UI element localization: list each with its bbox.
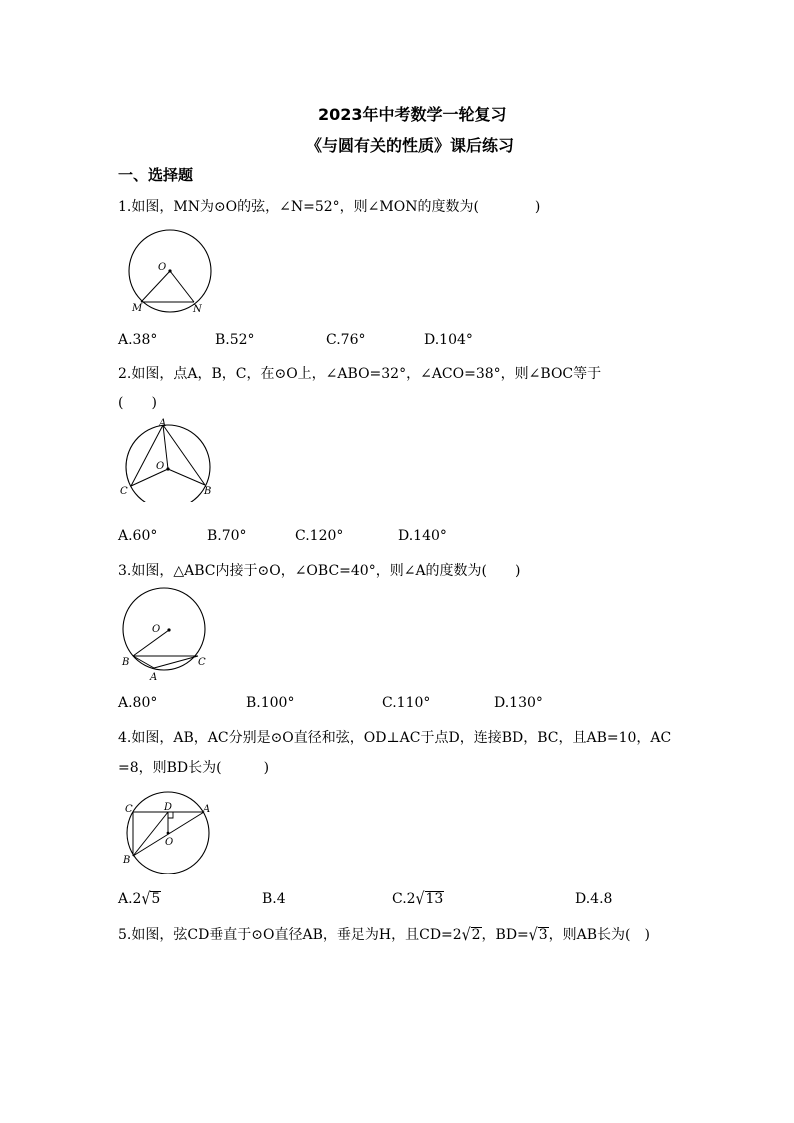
label-a: A <box>159 418 167 429</box>
question-4-text: 4.如图，AB，AC分别是⊙O直径和弦，OD⊥AC于点D，连接BD，BC，且AB=10，AC <box>118 730 672 746</box>
label-c: C <box>120 486 128 497</box>
q3-option-a: A.80° <box>118 695 158 711</box>
section-heading: 一、选择题 <box>118 166 194 184</box>
page-title: 2023年中考数学一轮复习 <box>318 105 507 124</box>
q5-text-part3: ，则AB长为( ) <box>548 927 650 943</box>
label-o: O <box>165 837 174 848</box>
label-n: N <box>193 304 202 315</box>
question-2-text-cont: ( ) <box>118 395 157 411</box>
q3-option-c: C.110° <box>382 695 431 711</box>
q1-option-c: C.76° <box>326 332 366 348</box>
q4-option-b: B.4 <box>262 891 286 907</box>
q4-option-a-radicand: 5 <box>151 891 161 907</box>
q5-text-part1: 5.如图，弦CD垂直于⊙O直径AB，垂足为H，且CD=2 <box>118 927 462 943</box>
label-b: B <box>204 486 212 497</box>
q2-option-a: A.60° <box>118 528 158 544</box>
label-a: A <box>203 804 211 815</box>
q2-option-c: C.120° <box>295 528 344 544</box>
label-m: M <box>132 303 143 314</box>
q4-option-d: D.4.8 <box>575 891 613 907</box>
q2-option-d: D.140° <box>398 528 447 544</box>
q3-option-d: D.130° <box>494 695 543 711</box>
question-1-text: 1.如图，MN为⊙O的弦，∠N=52°，则∠MON的度数为( ) <box>118 199 541 215</box>
q2-option-b: B.70° <box>207 528 247 544</box>
question-3-figure <box>116 586 216 686</box>
q5-radicand-1: 2 <box>471 927 481 943</box>
q3-option-b: B.100° <box>246 695 295 711</box>
label-b: B <box>122 657 130 668</box>
page-subtitle: 《与圆有关的性质》课后练习 <box>306 136 515 155</box>
q5-radicand-2: 3 <box>538 927 548 943</box>
label-a: A <box>150 672 158 683</box>
q5-text-part2: ，BD= <box>481 927 529 943</box>
question-5-text: 5.如图，弦CD垂直于⊙O直径AB，垂足为H，且CD=2√2，BD=√3，则AB长为( ) <box>118 925 650 945</box>
label-o: O <box>158 262 167 273</box>
q4-option-a-prefix: A.2 <box>118 891 142 907</box>
label-o: O <box>152 624 161 635</box>
label-o: O <box>156 461 165 472</box>
question-1-figure <box>124 228 216 318</box>
question-2-text: 2.如图，点A，B，C，在⊙O上，∠ABO=32°，∠ACO=38°，则∠BOC等于 <box>118 366 602 382</box>
q1-option-d: D.104° <box>424 332 473 348</box>
label-d: D <box>164 802 173 813</box>
label-b: B <box>123 855 131 866</box>
q4-option-c-radicand: 13 <box>425 891 444 907</box>
q1-option-a: A.38° <box>118 332 158 348</box>
q4-option-a: A.2√5 <box>118 889 161 909</box>
q4-option-c: C.2√13 <box>392 889 444 909</box>
question-4-text-cont: =8，则BD长为( ) <box>118 760 270 776</box>
q4-option-c-prefix: C.2 <box>392 891 416 907</box>
question-4-figure <box>116 790 220 874</box>
label-c: C <box>125 804 133 815</box>
label-c: C <box>198 657 206 668</box>
q1-option-b: B.52° <box>215 332 255 348</box>
question-3-text: 3.如图，△ABC内接于⊙O，∠OBC=40°，则∠A的度数为( ) <box>118 563 521 579</box>
question-2-figure <box>116 418 220 502</box>
